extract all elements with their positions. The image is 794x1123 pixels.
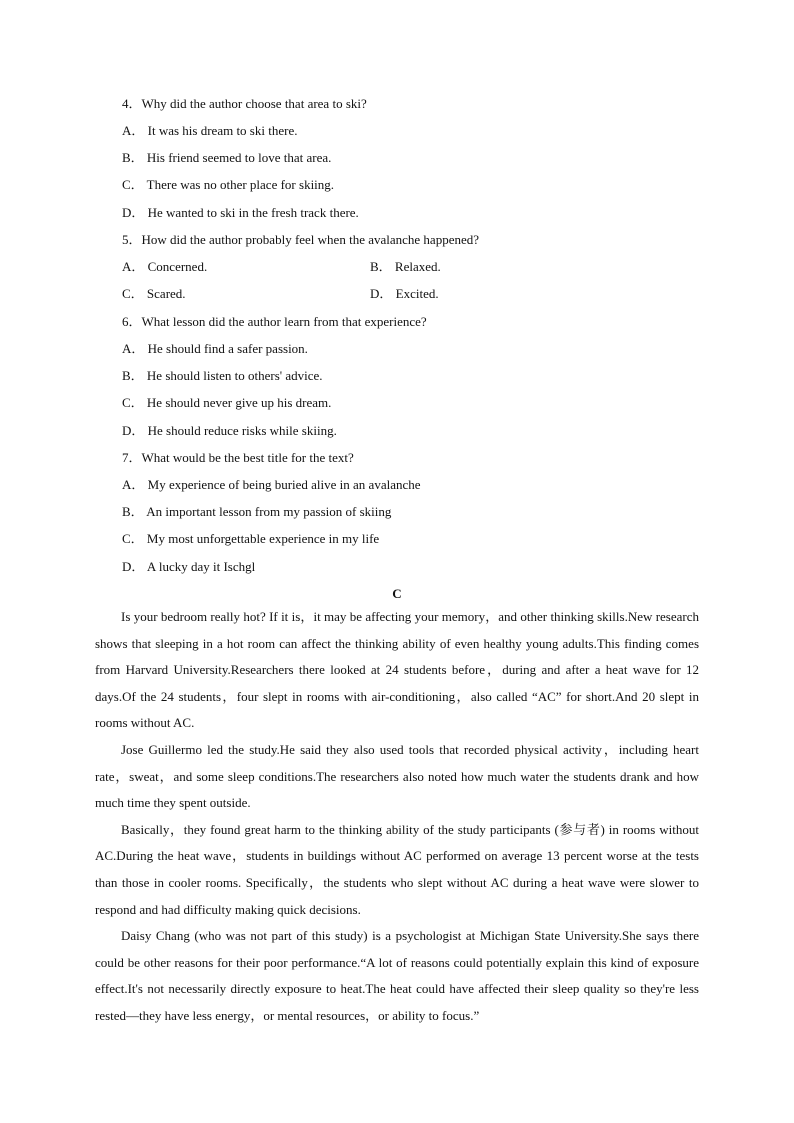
question-6-stem: 6．What lesson did the author learn from that experience? — [122, 314, 427, 329]
passage-paragraph-3: Basically，they found great harm to the thinking ability of the study participants (参与者) in rooms without AC.During the heat wave，students in buildings without AC performed on average 13 percent worse at the tests than those in cooler rooms. Specifically，the students who slept without AC during a heat wave were slower to respond and had difficulty making quick decisions. — [95, 821, 699, 917]
question-6-option-d: D． He should reduce risks while skiing. — [122, 423, 337, 438]
question-5-option-d: D． Excited. — [370, 286, 439, 301]
question-6-option-b: B． He should listen to others' advice. — [122, 368, 323, 383]
question-4-stem: 4．Why did the author choose that area to ski? — [122, 96, 367, 111]
question-7-option-c: C． My most unforgettable experience in my life — [122, 531, 380, 546]
passage-paragraph-2: Jose Guillermo led the study.He said they also used tools that recorded physical activity，including heart rate，sweat，and some sleep conditions.The researchers also noted how much water the students drank and how much time they spent outside. — [95, 741, 699, 811]
question-5-option-a: A． Concerned. — [122, 259, 208, 274]
question-7-stem: 7．What would be the best title for the text? — [122, 450, 354, 465]
passage-paragraph-1: Is your bedroom really hot? If it is，it may be affecting your memory，and other thinking skills.New research shows that sleeping in a hot room can affect the thinking ability of even healthy young adults.This finding comes from Harvard University.Researchers there looked at 24 students before，during and after a heat wave for 12 days.Of the 24 students，four slept in rooms with air-conditioning，also called “AC” for short.And 20 slept in rooms without AC. — [95, 609, 699, 731]
section-heading: C — [392, 586, 402, 601]
question-4-option-b: B． His friend seemed to love that area. — [122, 150, 332, 165]
question-6-option-a: A． He should find a safer passion. — [122, 341, 308, 356]
question-7-option-d: D． A lucky day it Ischgl — [122, 559, 256, 574]
reading-passage — [95, 604, 699, 1030]
question-5-option-c: C． Scared. — [122, 286, 186, 301]
question-4-option-d: D． He wanted to ski in the fresh track there. — [122, 205, 359, 220]
question-4-option-c: C． There was no other place for skiing. — [122, 177, 335, 192]
question-6-option-c: C． He should never give up his dream. — [122, 395, 332, 410]
question-4-option-a: A． It was his dream to ski there. — [122, 123, 298, 138]
question-7-option-b: B． An important lesson from my passion of skiing — [122, 504, 392, 519]
question-5-stem: 5．How did the author probably feel when the avalanche happened? — [122, 232, 480, 247]
question-5-option-b: B． Relaxed. — [370, 259, 441, 274]
question-7-option-a: A． My experience of being buried alive in an avalanche — [122, 477, 421, 492]
passage-paragraph-4: Daisy Chang (who was not part of this study) is a psychologist at Michigan State University.She says there could be other reasons for their poor performance.“A lot of reasons could potentially explain this kind of exposure effect.It's not necessarily directly exposure to heat.The heat could have affected their sleep quality so they're less rested—they have less energy，or mental resources，or ability to focus.” — [95, 928, 699, 1023]
